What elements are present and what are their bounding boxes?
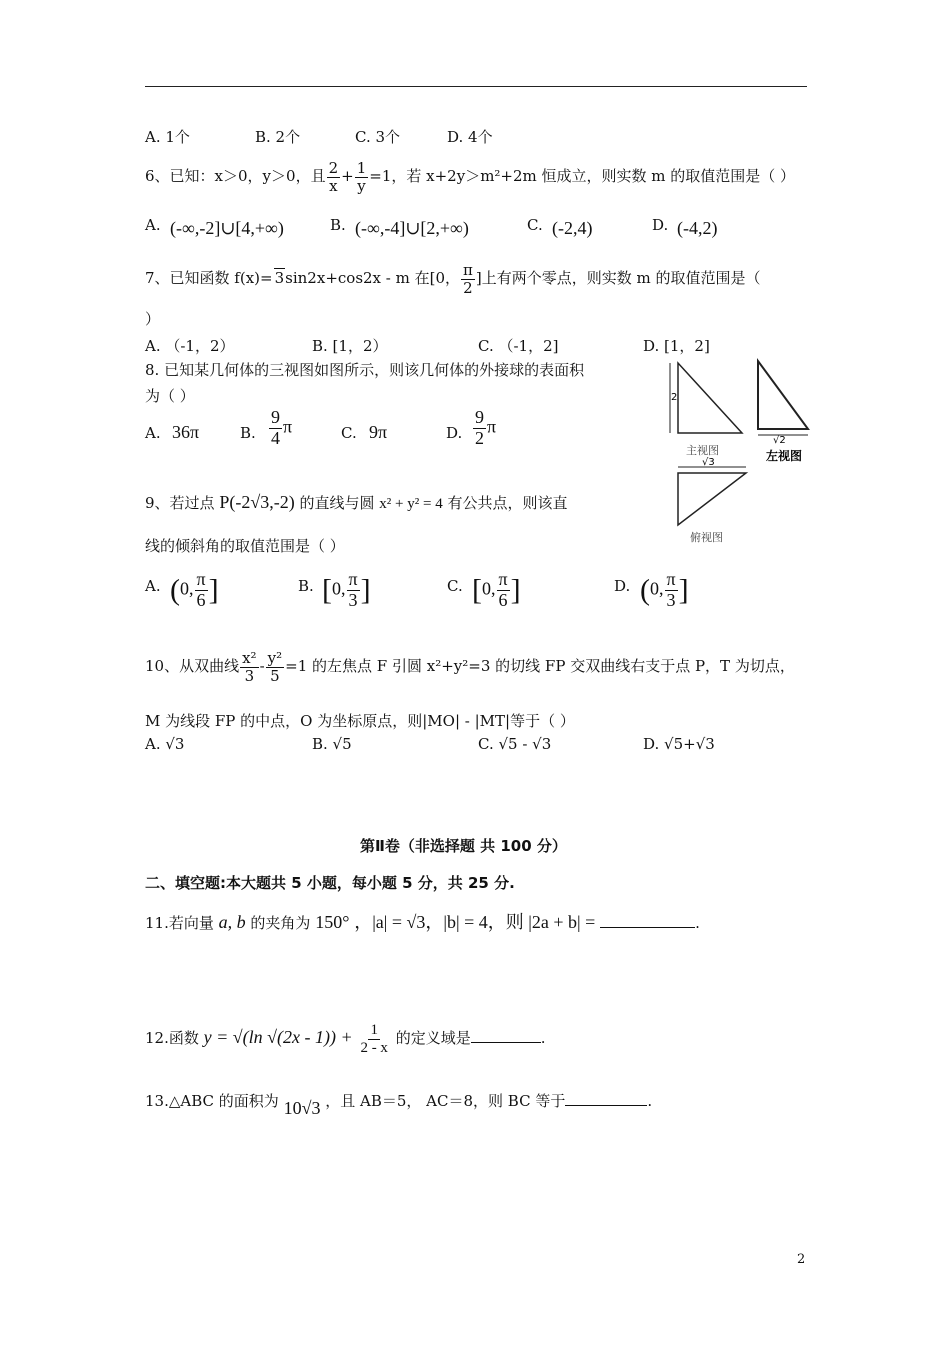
q6-prefix: 6、已知：x＞0，y＞0，且 <box>145 167 326 185</box>
q6-option-a-label: A. <box>145 216 161 234</box>
q11-vectors: a, b <box>218 912 246 932</box>
q6-option-b-label: B. <box>330 216 346 234</box>
side-view-label: 左视图 <box>766 449 803 463</box>
q6-suffix: ，若 x+2y＞m²+2m 恒成立，则实数 m 的取值范围是（ ） <box>391 167 796 185</box>
q5-option-a: A. 1个 <box>145 128 190 146</box>
q9-stem: 9、若过点 P(-2√3,-2) 的直线与圆 x² + y² = 4 有公共点，则该直 <box>145 492 568 512</box>
q10-option-a: A. √3 <box>145 735 185 753</box>
q6-option-c: (-2,4) <box>552 218 593 238</box>
front-view-triangle <box>678 363 742 433</box>
q9-point: P(-2√3,-2) <box>219 492 295 512</box>
q11-stem: 11.若向量 a, b 的夹角为 150° ，|a| = √3，|b| = 4，则 |2a + b| = . <box>145 912 700 932</box>
dim-sqrt3-label: √3 <box>702 457 715 468</box>
q8-option-d: $\frac{9}{2}$ π <box>475 407 497 448</box>
q8-option-a: 36π <box>172 422 200 442</box>
part2-title: 第Ⅱ卷（非选择题 共 100 分） <box>360 837 567 855</box>
q9-circle: x² + y² = 4 <box>379 496 443 512</box>
q6-option-d: (-4,2) <box>677 218 718 238</box>
q11-answer-blank[interactable] <box>600 927 695 928</box>
q8-option-b: $\frac{9}{4}$ π <box>271 407 293 448</box>
page-number: 2 <box>797 1252 806 1267</box>
q6-frac2: $\frac{1}{y}$ <box>356 159 367 195</box>
q11-condition: ，|a| = √3，|b| = 4，则 |2a + b| = <box>354 912 596 932</box>
q13-answer-blank[interactable] <box>565 1105 647 1106</box>
q12-answer-blank[interactable] <box>471 1042 541 1043</box>
q9-option-c: [0, $\frac{\pi}{6}$ ] <box>472 569 521 610</box>
side-view-triangle <box>758 361 808 429</box>
q7-sqrt: 3 <box>274 269 285 287</box>
q5-option-b: B. 2个 <box>255 128 301 146</box>
q10-option-d: D. √5+√3 <box>643 735 715 753</box>
q11-angle: 150° <box>315 912 350 932</box>
q8-line1: 8. 已知某几何体的三视图如图所示，则该几何体的外接球的表面积 <box>145 361 585 379</box>
dim-sqrt2-label: √2 <box>773 435 786 446</box>
dim-2-label: 2 <box>671 392 678 403</box>
q12-expression: y = √(ln √(2x - 1)) + <box>203 1027 353 1047</box>
three-view-figure <box>660 355 820 555</box>
q7-stem: 7、已知函数 f(x)= 3sin2x+cos2x - m 在[0， $\frac{\pi}{2}$ ]上有两个零点，则实数 m 的取值范围是（ <box>145 261 761 297</box>
q7-option-c: C. （-1，2] <box>478 337 559 355</box>
q5-option-c: C. 3个 <box>355 128 401 146</box>
q6-option-d-label: D. <box>652 216 669 234</box>
q6-option-a: (-∞,-2]∪[4,+∞) <box>170 218 284 238</box>
q8-option-c: 9π <box>369 422 388 442</box>
q7-frac: $\frac{\pi}{2}$ <box>463 261 473 297</box>
q6-frac1: $\frac{2}{x}$ <box>328 159 339 195</box>
top-view-label: 俯视图 <box>690 531 723 544</box>
q9-option-b: [0, $\frac{\pi}{3}$ ] <box>322 569 371 610</box>
q7-option-a: A. （-1，2） <box>145 337 235 355</box>
q6-option-b: (-∞,-4]∪[2,+∞) <box>355 218 469 238</box>
q10-stem: 10、从双曲线 $\frac{\text{x²}}{3}$ - $\frac{\text{y²}}{5}$ =1 的左焦点 F 引圆 x²+y²=3 的切线 FP 交双曲线右支于点 P，T 为切点， <box>145 649 795 685</box>
q9-option-d: (0, $\frac{\pi}{3}$ ] <box>640 569 689 610</box>
q7-line2: ） <box>145 310 161 328</box>
q7-option-b: B. [1，2） <box>312 337 388 355</box>
q9-line2: 线的倾斜角的取值范围是（ ） <box>145 537 345 555</box>
q10-frac2: $\frac{\text{y²}}{5}$ <box>267 649 283 685</box>
header-rule <box>145 86 807 87</box>
front-view-label: 主视图 <box>686 444 719 457</box>
q12-stem: 12.函数 y = √(ln √(2x - 1)) + $\frac{1}{2 - x}$ 的定义域是 . <box>145 1022 546 1056</box>
q13-area: 10√3 <box>283 1098 321 1118</box>
q10-line2: M 为线段 FP 的中点，O 为坐标原点，则|MO| - |MT|等于（ ） <box>145 712 575 730</box>
top-view-triangle <box>678 473 746 525</box>
q10-option-c: C. √5 - √3 <box>478 735 552 753</box>
q8-line2: 为（ ） <box>145 387 195 405</box>
q6-option-c-label: C. <box>527 216 543 234</box>
q7-option-d: D. [1，2] <box>643 337 710 355</box>
q10-frac1: $\frac{\text{x²}}{3}$ <box>242 649 257 685</box>
q6-stem: 6、已知：x＞0，y＞0，且 $\frac{2}{x}$ + $\frac{1}{y}$ =1，若 x+2y＞m²+2m 恒成立，则实数 m 的取值范围是（ ） <box>145 159 796 195</box>
q9-option-a: (0, $\frac{\pi}{6}$ ] <box>170 569 219 610</box>
q13-stem: 13.△ABC 的面积为 10√3 ，且 AB＝5， AC＝8，则 BC 等于 . <box>145 1092 653 1118</box>
q5-option-d: D. 4个 <box>447 128 493 146</box>
section2-title: 二、填空题:本大题共 5 小题，每小题 5 分，共 25 分. <box>145 874 515 892</box>
q10-option-b: B. √5 <box>312 735 352 753</box>
q12-frac: $\frac{1}{2 - x}$ <box>360 1022 388 1056</box>
